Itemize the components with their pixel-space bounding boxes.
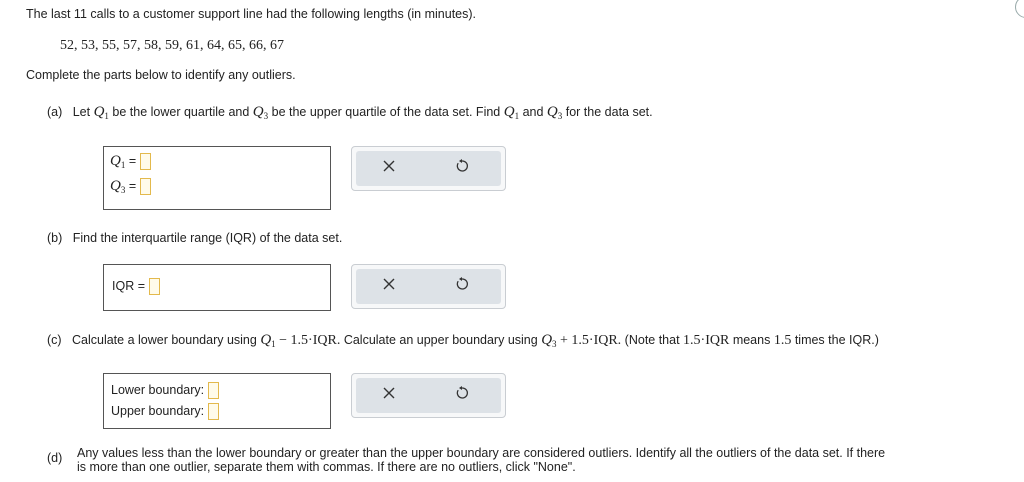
undo-icon xyxy=(455,386,469,400)
clear-button[interactable] xyxy=(376,153,402,179)
reset-button[interactable] xyxy=(449,153,475,179)
lower-boundary-row: Lower boundary: xyxy=(111,382,219,399)
part-c-letter: (c) xyxy=(47,333,62,347)
part-b-letter: (b) xyxy=(47,231,63,245)
part-b-prompt: (b) Find the interquartile range (IQR) of the data set. xyxy=(47,231,343,245)
upper-boundary-input[interactable] xyxy=(208,403,219,420)
part-b-tools xyxy=(351,264,506,309)
part-a-letter: (a) xyxy=(47,105,63,119)
close-icon xyxy=(383,387,395,399)
part-b-answer-box xyxy=(103,264,331,311)
iqr-row: IQR = xyxy=(112,278,160,295)
reset-button[interactable] xyxy=(449,380,475,406)
undo-icon xyxy=(455,277,469,291)
part-d-letter: (d) xyxy=(47,451,63,465)
q1-row: $Q_1$ = xyxy=(110,153,151,170)
close-icon xyxy=(383,160,395,172)
edge-circle-icon xyxy=(1015,0,1024,18)
part-a-prompt: (a) Let $Q_1$ be the lower quartile and $Q_3$ be the upper quartile of the data set. Find $Q_1$ and $Q_3$ for the data set. xyxy=(47,104,653,121)
clear-button[interactable] xyxy=(376,380,402,406)
iqr-input[interactable] xyxy=(149,278,160,295)
part-d-line-1: Any values less than the lower boundary or greater than the upper boundary are considered outliers. Identify all the outliers of the data set. If there xyxy=(77,446,886,460)
problem-intro: The last 11 calls to a customer support line had the following lengths (in minutes). xyxy=(26,7,476,21)
part-c-answer-box xyxy=(103,373,331,429)
close-icon xyxy=(383,278,395,290)
part-a-answer-box xyxy=(103,146,331,210)
clear-button[interactable] xyxy=(376,271,402,297)
q1-input[interactable] xyxy=(140,153,151,170)
upper-boundary-row: Upper boundary: xyxy=(111,403,219,420)
instruction-text: Complete the parts below to identify any outliers. xyxy=(26,68,296,82)
part-c-tools xyxy=(351,373,506,418)
q3-row: $Q_3$ = xyxy=(110,178,151,195)
lower-boundary-input[interactable] xyxy=(208,382,219,399)
part-a-tools xyxy=(351,146,506,191)
data-values: 52, 53, 55, 57, 58, 59, 61, 64, 65, 66, 67 xyxy=(60,38,284,53)
part-c-prompt: (c) Calculate a lower boundary using $Q_1 - 1.5\cdot IQR$. Calculate an upper boundary using $Q_3 + 1.5\cdot IQR$. (Note that 1.5·IQR means 1.5 times the IQR.) xyxy=(47,332,879,349)
q3-input[interactable] xyxy=(140,178,151,195)
part-d-line-2: is more than one outlier, separate them with commas. If there are no outliers, click "None". xyxy=(77,460,576,474)
undo-icon xyxy=(455,159,469,173)
reset-button[interactable] xyxy=(449,271,475,297)
